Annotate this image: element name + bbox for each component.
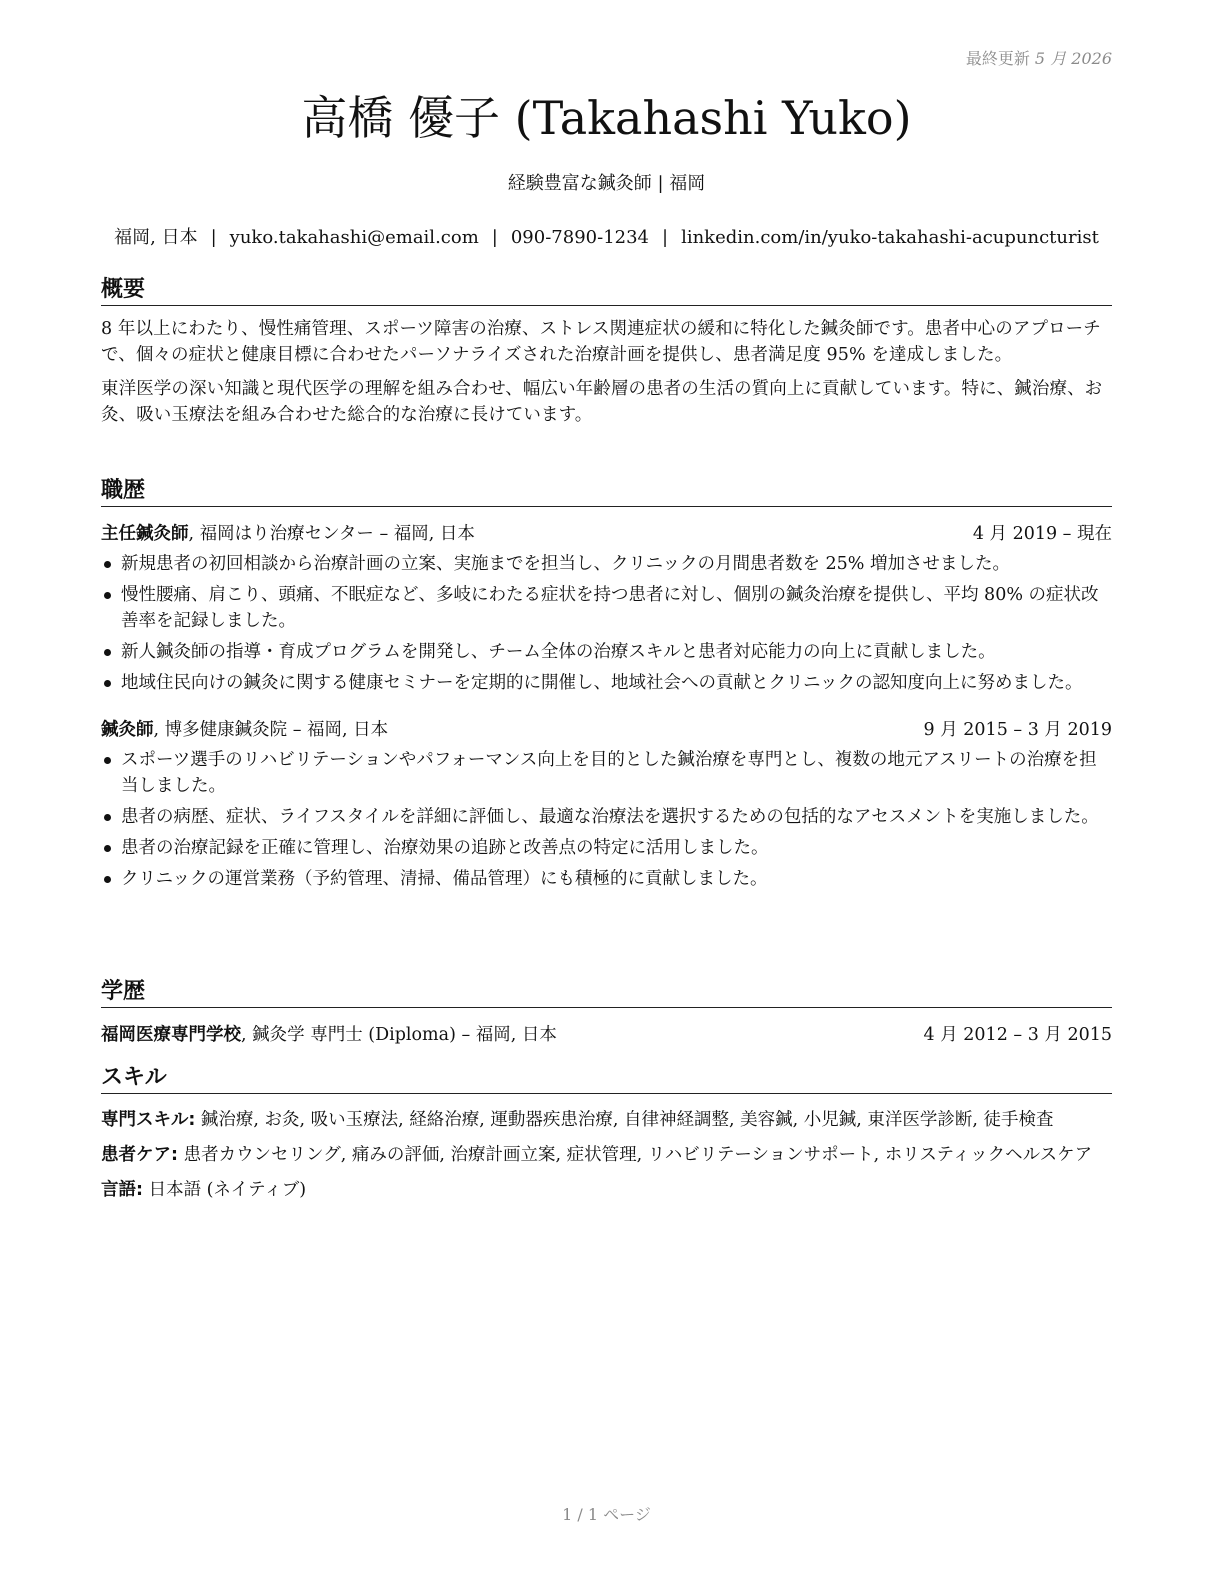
summary-paragraph: 8 年以上にわたり、慢性痛管理、スポーツ障害の治療、ストレス関連症状の緩和に特化した鍼灸師です。患者中心のアプローチで、個々の症状と健康目標に合わせたパーソナライズされた治療計画を提供し、患者満足度 95% を達成しました。: [101, 319, 1101, 365]
job-role: 主任鍼灸師: [101, 524, 189, 544]
contact-line: [101, 226, 1112, 250]
job-bullet: 慢性腰痛、肩こり、頭痛、不眠症など、多岐にわたる症状を持つ患者に対し、個別の鍼灸治療を提供し、平均 80% の症状改善率を記録しました。: [101, 582, 1112, 634]
tagline: 経験豊富な鍼灸師 | 福岡: [507, 173, 706, 194]
contact-location: 福岡, 日本: [114, 227, 198, 248]
job-bullet: 患者の病歴、症状、ライフスタイルを詳細に評価し、最適な治療法を選択するための包括的なアセスメントを実施しました。: [101, 804, 1112, 830]
contact-separator: |: [210, 227, 217, 248]
section-title-experience: 職歴: [101, 477, 1112, 507]
skill-label: 言語:: [101, 1180, 143, 1200]
section-title-education: 学歴: [101, 978, 1112, 1008]
skill-value: 日本語 (ネイティブ): [143, 1180, 307, 1200]
job-organization: , 福岡はり治療センター – 福岡, 日本: [188, 524, 475, 544]
job-dates: 4 月 2019 – 現在: [972, 524, 1112, 544]
skills-section: [101, 1064, 1112, 1212]
job-bullet: 新規患者の初回相談から治療計画の立案、実施までを担当し、クリニックの月間患者数を 25% 増加させました。: [101, 551, 1112, 577]
skill-value: 患者カウンセリング, 痛みの評価, 治療計画立案, 症状管理, リハビリテーションサポート, ホリスティックヘルスケア: [178, 1145, 1093, 1165]
job-header: [101, 717, 1112, 743]
contact-phone[interactable]: 090-7890-1234: [510, 227, 649, 248]
section-title-summary: 概要: [101, 276, 1112, 306]
experience-section: [101, 477, 1112, 897]
skill-value: 鍼治療, お灸, 吸い玉療法, 経絡治療, 運動器疾患治療, 自律神経調整, 美容鍼, 小児鍼, 東洋医学診断, 徒手検査: [195, 1110, 1054, 1130]
job-entry: [101, 521, 1112, 696]
skill-line: [101, 1107, 1112, 1133]
job-header: [101, 521, 1112, 547]
summary-section: [101, 276, 1112, 428]
job-bullet: スポーツ選手のリハビリテーションやパフォーマンス向上を目的とした鍼治療を専門とし、複数の地元アスリートの治療を担当しました。: [101, 747, 1112, 799]
education-school: 福岡医療専門学校: [101, 1025, 241, 1045]
skill-line: [101, 1142, 1112, 1168]
job-bullet: 地域住民向けの鍼灸に関する健康セミナーを定期的に開催し、地域社会への貢献とクリニックの認知度向上に努めました。: [101, 670, 1112, 696]
skill-label: 患者ケア:: [101, 1145, 178, 1165]
summary-paragraph: 東洋医学の深い知識と現代医学の理解を組み合わせ、幅広い年齢層の患者の生活の質向上に貢献しています。特に、鍼治療、お灸、吸い玉療法を組み合わせた総合的な治療に長けています。: [101, 379, 1103, 425]
contact-separator: |: [662, 227, 669, 248]
last-updated-label: 最終更新: [965, 49, 1030, 68]
candidate-name: 高橋 優子 (Takahashi Yuko): [301, 91, 912, 145]
job-entry: [101, 717, 1112, 892]
contact-linkedin-link[interactable]: linkedin.com/in/yuko-takahashi-acupuncturist: [681, 227, 1099, 248]
job-bullet: 新人鍼灸師の指導・育成プログラムを開発し、チーム全体の治療スキルと患者対応能力の向上に貢献しました。: [101, 639, 1112, 665]
last-updated: [966, 46, 1112, 69]
skill-label: 専門スキル:: [101, 1110, 196, 1130]
job-bullets: [101, 551, 1112, 696]
job-bullets: [101, 747, 1112, 892]
contact-email-link[interactable]: yuko.takahashi@email.com: [229, 227, 479, 248]
skill-line: [101, 1177, 1112, 1203]
resume-page: [101, 0, 1112, 1584]
job-role: 鍼灸師: [101, 720, 154, 740]
job-bullet: クリニックの運営業務（予約管理、清掃、備品管理）にも積極的に貢献しました。: [101, 866, 1112, 892]
education-section: [101, 978, 1112, 1048]
job-bullet: 患者の治療記録を正確に管理し、治療効果の追跡と改善点の特定に活用しました。: [101, 835, 1112, 861]
last-updated-date: 5 月 2026: [1034, 49, 1112, 68]
page-indicator: 1 / 1 ページ: [562, 1505, 651, 1524]
section-title-skills: スキル: [101, 1064, 1112, 1094]
education-detail: , 鍼灸学 専門士 (Diploma) – 福岡, 日本: [241, 1025, 557, 1045]
education-dates: 4 月 2012 – 3 月 2015: [923, 1025, 1112, 1045]
education-entry: [101, 1022, 1112, 1048]
job-organization: , 博多健康鍼灸院 – 福岡, 日本: [153, 720, 389, 740]
contact-separator: |: [491, 227, 498, 248]
job-dates: 9 月 2015 – 3 月 2019: [923, 720, 1112, 740]
